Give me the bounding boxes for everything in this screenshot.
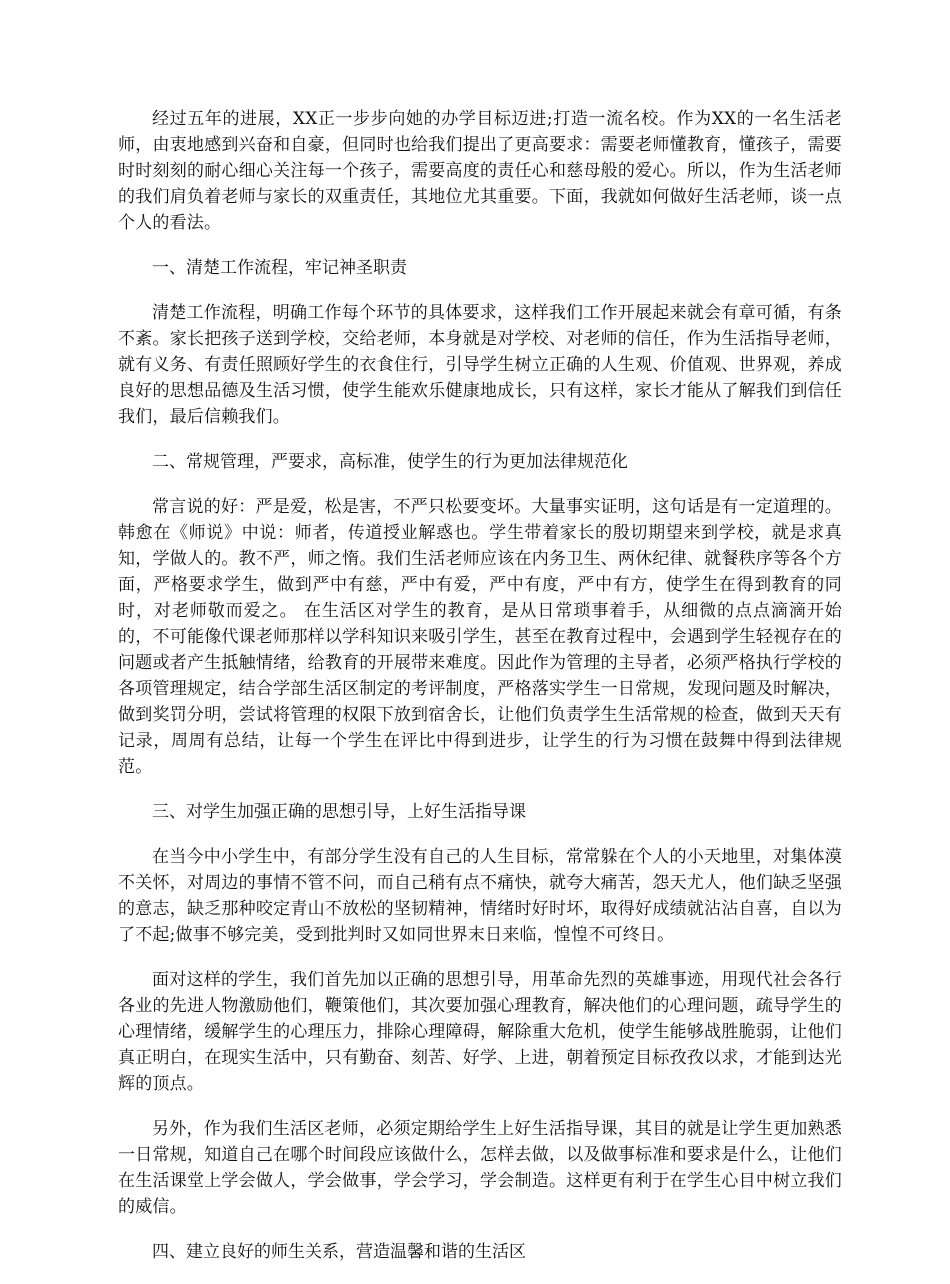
section-heading-4: 四、建立良好的师生关系，营造温馨和谐的生活区 <box>152 1242 526 1262</box>
intro-paragraph: 经过五年的进展，XX正一步步向她的办学目标迈进;打造一流名校。作为XX的一名生活老师，由衷地感到兴奋和自豪，但同时也给我们提出了更高要求：需要老师懂教育，懂孩子，需要时时刻刻的耐心细心关注每一个孩子，需要高度的责任心和慈母般的爱心。所以，作为生活老师的我们肩负着老师与家长的双重责任，其地位尤其重要。下面，我就如何做好生活老师，谈一点个人的看法。 <box>118 109 842 233</box>
section-heading-3: 三、对学生加强正确的思想引导，上好生活指导课 <box>152 802 526 822</box>
section-3-paragraph-1: 在当今中小学生中，有部分学生没有自己的人生目标，常常躲在个人的小天地里，对集体漠不关怀，对周边的事情不管不问，而自己稍有点不痛快，就夸大痛苦，怨天尤人，他们缺乏坚强的意志，缺乏那种咬定青山不放松的坚韧精神，情绪时好时坏，取得好成绩就沾沾自喜，自以为了不起;做事不够完美，受到批判时又如同世界末日来临，惶惶不可终日。 <box>118 847 842 945</box>
section-2-paragraph: 常言说的好：严是爱，松是害，不严只松要变坏。大量事实证明，这句话是有一定道理的。韩愈在《师说》中说：师者，传道授业解惑也。学生带着家长的殷切期望来到学校，就是求真知，学做人的。教不严，师之惰。我们生活老师应该在内务卫生、两休纪律、就餐秩序等各个方面，严格要求学生，做到严中有慈，严中有爱，严中有度，严中有方，使学生在得到教育的同时，对老师敬而爱之。 在生活区对学生的教育，是从日常琐事着手，从细微的点点滴滴开始的，不可能像代课老师那样以学科知识来吸引学生，甚至在教育过程中，会遇到学生轻视存在的问题或者产生抵触情绪，给教育的开展带来难度。因此作为管理的主导者，必须严格执行学校的各项管理规定，结合学部生活区制定的考评制度，严格落实学生一日常规，发现问题及时解决，做到奖罚分明，尝试将管理的权限下放到宿舍长，让他们负责学生生活常规的检查，做到天天有记录，周周有总结，让每一个学生在评比中得到进步，让学生的行为习惯在鼓舞中得到法律规范。 <box>118 497 842 777</box>
document-page <box>118 106 842 1284</box>
section-1-paragraph: 清楚工作流程，明确工作每个环节的具体要求，这样我们工作开展起来就会有章可循，有条不紊。家长把孩子送到学校，交给老师，本身就是对学校、对老师的信任，作为生活指导老师，就有义务、有责任照顾好学生的衣食住行，引导学生树立正确的人生观、价值观、世界观，养成良好的思想品德及生活习惯，使学生能欢乐健康地成长，只有这样，家长才能从了解我们到信任我们，最后信赖我们。 <box>118 303 842 427</box>
section-heading-2: 二、常规管理，严要求，高标准，使学生的行为更加法律规范化 <box>152 452 628 472</box>
section-3-paragraph-3: 另外，作为我们生活区老师，必须定期给学生上好生活指导课，其目的就是让学生更加熟悉一日常规，知道自己在哪个时间段应该做什么，怎样去做，以及做事标准和要求是什么，让他们在生活课堂上学会做人，学会做事，学会学习，学会制造。这样更有利于在学生心目中树立我们的威信。 <box>118 1119 842 1217</box>
section-heading-1: 一、清楚工作流程，牢记神圣职责 <box>152 258 407 278</box>
section-3-paragraph-2: 面对这样的学生，我们首先加以正确的思想引导，用革命先烈的英雄事迹，用现代社会各行各业的先进人物激励他们，鞭策他们，其次要加强心理教育，解决他们的心理问题，疏导学生的心理情绪，缓解学生的心理压力，排除心理障碍，解除重大危机，使学生能够战胜脆弱，让他们真正明白，在现实生活中，只有勤奋、刻苦、好学、上进，朝着预定目标孜孜以求，才能到达光辉的顶点。 <box>118 970 842 1094</box>
